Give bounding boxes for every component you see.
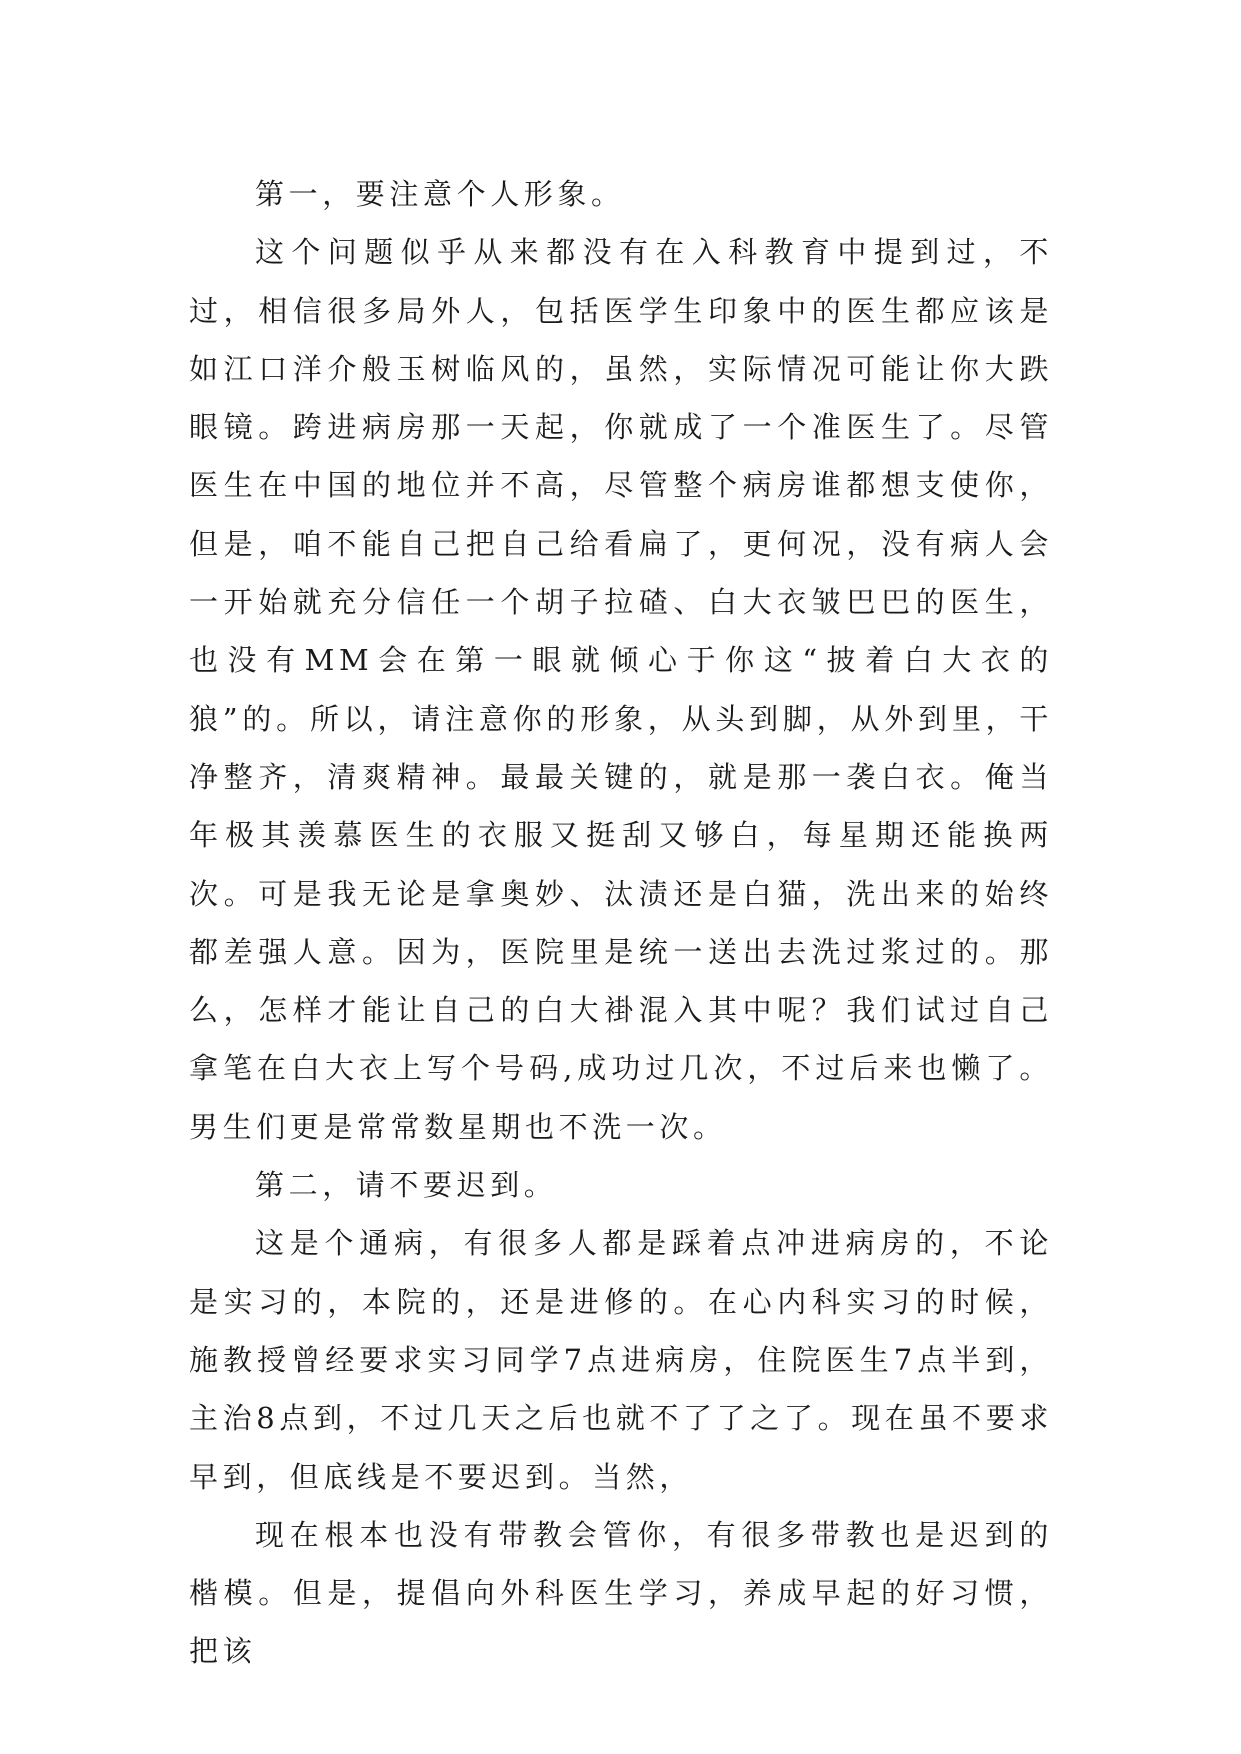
paragraph-heading-1: 第一，要注意个人形象。 [255,177,625,211]
paragraph-heading-2: 第二，请不要迟到。 [255,1168,558,1203]
paragraph-2: 这是个通病，有很多人都是踩着点冲进病房的，不论是实习的，本院的，还是进修的。在心内科实习的时候，施教授曾经要求实习同学7点进病房，住院医生7点半到，主治8点到，不过几天之后也就不了了之了。现在虽不要求早到，但底线是不要迟到。当然， [189,1226,1053,1494]
paragraph-1: 这个问题似乎从来都没有在入科教育中提到过，不过，相信很多局外人，包括医学生印象中的医生都应该是如江口洋介般玉树临风的，虽然，实际情况可能让你大跌眼镜。跨进病房那一天起，你就成了一个准医生了。尽管医生在中国的地位并不高，尽管整个病房谁都想支使你，但是，咱不能自己把自己给看扁了，更何况，没有病人会一开始就充分信任一个胡子拉碴、白大衣皱巴巴的医生，也没有MM会在第一眼就倾心于你这“披着白大衣的狼”的。所以，请注意你的形象，从头到脚，从外到里，干净整齐，清爽精神。最最关键的，就是那一袭白衣。俺当年极其羡慕医生的衣服又挺刮又够白，每星期还能换两次。可是我无论是拿奥妙、汰渍还是白猫，洗出来的始终都差强人意。因为，医院里是统一送出去洗过浆过的。那么，怎样才能让自己的白大褂混入其中呢？我们试过自己拿笔在白大衣上写个号码,成功过几次，不过后来也懒了。男生们更是常常数星期也不洗一次。 [189,235,1053,1144]
document-body [189,165,1053,1681]
paragraph-3: 现在根本也没有带教会管你，有很多带教也是迟到的楷模。但是，提倡向外科医生学习，养成早起的好习惯，把该 [189,1517,1053,1669]
